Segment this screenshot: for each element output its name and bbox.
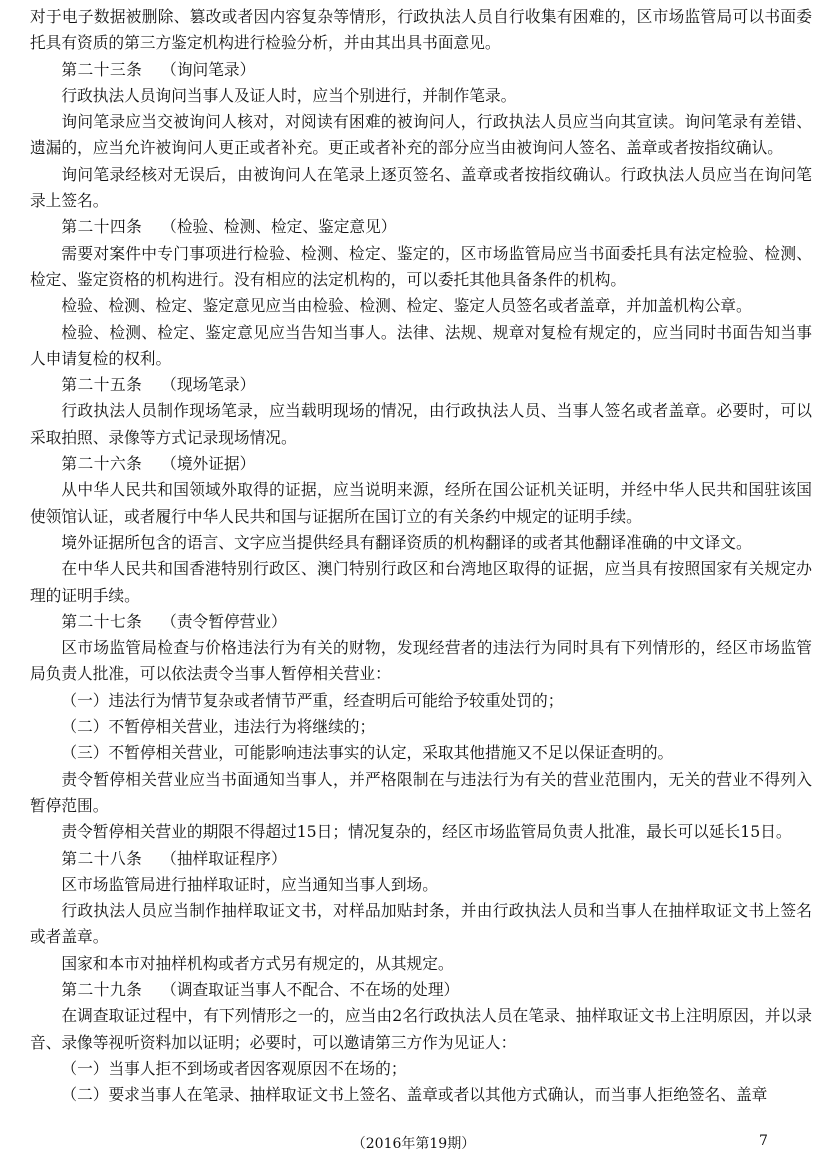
paragraph: 询问笔录应当交被询问人核对，对阅读有困难的被询问人，行政执法人员应当向其宣读。询问笔录有差错、遗漏的，应当允许被询问人更正或者补充。更正或者补充的部分应当由被询问人签名、盖章或者按指纹确认。: [30, 112, 812, 158]
paragraph: 区市场监管局进行抽样取证时，应当通知当事人到场。: [61, 874, 438, 894]
article-number: 第二十九条: [61, 979, 143, 999]
article-title: （抽样取证程序）: [161, 848, 287, 868]
paragraph: 检验、检测、检定、鉴定意见应当告知当事人。法律、法规、规章对复检有规定的，应当同时书面告知当事人申请复检的权利。: [30, 322, 812, 368]
paragraph: 在中华人民共和国香港特别行政区、澳门特别行政区和台湾地区取得的证据，应当具有按照国家有关规定办理的证明手续。: [30, 559, 812, 605]
paragraph: 区市场监管局检查与价格违法行为有关的财物，发现经营者的违法行为同时具有下列情形的，经区市场监管局负责人批准，可以依法责令当事人暂停相关营业：: [30, 638, 812, 684]
article-number: 第二十八条: [61, 848, 143, 868]
article-number: 第二十七条: [61, 611, 143, 631]
paragraph: 责令暂停相关营业应当书面通知当事人，并严格限制在与违法行为有关的营业范围内，无关的营业不得列入暂停范围。: [30, 769, 812, 815]
paragraph: 检验、检测、检定、鉴定意见应当由检验、检测、检定、鉴定人员签名或者盖章，并加盖机构公章。: [61, 296, 752, 316]
paragraph: 行政执法人员制作现场笔录，应当载明现场的情况，由行政执法人员、当事人签名或者盖章。必要时，可以采取拍照、录像等方式记录现场情况。: [30, 401, 812, 447]
paragraph: 行政执法人员应当制作抽样取证文书，对样品加贴封条，并由行政执法人员和当事人在抽样取证文书上签名或者盖章。: [30, 901, 812, 947]
list-item: （二）不暂停相关营业，违法行为将继续的；: [61, 717, 376, 737]
article-heading: [30, 214, 812, 240]
article-number: 第二十五条: [61, 375, 143, 395]
paragraph: 对于电子数据被删除、篡改或者因内容复杂等情形，行政执法人员自行收集有困难的，区市场监管局可以书面委托具有资质的第三方鉴定机构进行检验分析，并由其出具书面意见。: [30, 7, 812, 53]
article-heading: [30, 609, 812, 635]
paragraph: 需要对案件中专门事项进行检验、检测、检定、鉴定的，区市场监管局应当书面委托具有法定检验、检测、检定、鉴定资格的机构进行。没有相应的法定机构的，可以委托其他具备条件的机构。: [30, 243, 812, 289]
issue-label: （2016年第19期）: [351, 1136, 476, 1152]
paragraph: 责令暂停相关营业的期限不得超过15日；情况复杂的，经区市场监管局负责人批准，最长可以延长15日。: [61, 822, 792, 842]
article-title: （调查取证当事人不配合、不在场的处理）: [161, 979, 460, 999]
list-item: （一）当事人拒不到场或者因客观原因不在场的；: [61, 1058, 407, 1078]
page-number: 7: [759, 1133, 768, 1149]
page-footer: [0, 1133, 827, 1159]
document-body: [30, 4, 812, 1108]
list-item: （一）违法行为情节复杂或者情节严重，经查明后可能给予较重处罚的；: [61, 690, 564, 710]
article-title: （检验、检测、检定、鉴定意见）: [161, 217, 397, 237]
article-heading: [30, 977, 812, 1003]
article-heading: [30, 451, 812, 477]
paragraph: 询问笔录经核对无误后，由被询问人在笔录上逐页签名、盖章或者按指纹确认。行政执法人员应当在询问笔录上签名。: [30, 164, 812, 211]
article-title: （境外证据）: [161, 454, 256, 474]
list-item: （三）不暂停相关营业，可能影响违法事实的认定，采取其他措施又不足以保证查明的。: [61, 743, 674, 763]
paragraph: 在调查取证过程中，有下列情形之一的，应当由2名行政执法人员在笔录、抽样取证文书上注明原因，并以录音、录像等视听资料加以证明；必要时，可以邀请第三方作为见证人：: [30, 1006, 812, 1052]
paragraph: 境外证据所包含的语言、文字应当提供经具有翻译资质的机构翻译的或者其他翻译准确的中文译文。: [61, 532, 752, 552]
paragraph: 行政执法人员询问当事人及证人时，应当个别进行，并制作笔录。: [61, 85, 517, 105]
article-heading: [30, 372, 812, 398]
paragraph: 国家和本市对抽样机构或者方式另有规定的，从其规定。: [61, 953, 454, 973]
article-heading: [30, 57, 812, 83]
article-number: 第二十四条: [61, 217, 143, 237]
article-heading: [30, 846, 812, 872]
article-title: （责令暂停营业）: [161, 611, 287, 631]
list-item: （二）要求当事人在笔录、抽样取证文书上签名、盖章或者以其他方式确认，而当事人拒绝签名、盖章: [61, 1085, 768, 1105]
article-number: 第二十六条: [61, 454, 143, 474]
paragraph: 从中华人民共和国领域外取得的证据，应当说明来源，经所在国公证机关证明，并经中华人民共和国驻该国使领馆认证，或者履行中华人民共和国与证据所在国订立的有关条约中规定的证明手续。: [30, 480, 812, 526]
article-title: （询问笔录）: [161, 59, 256, 79]
article-title: （现场笔录）: [161, 375, 256, 395]
article-number: 第二十三条: [61, 59, 143, 79]
